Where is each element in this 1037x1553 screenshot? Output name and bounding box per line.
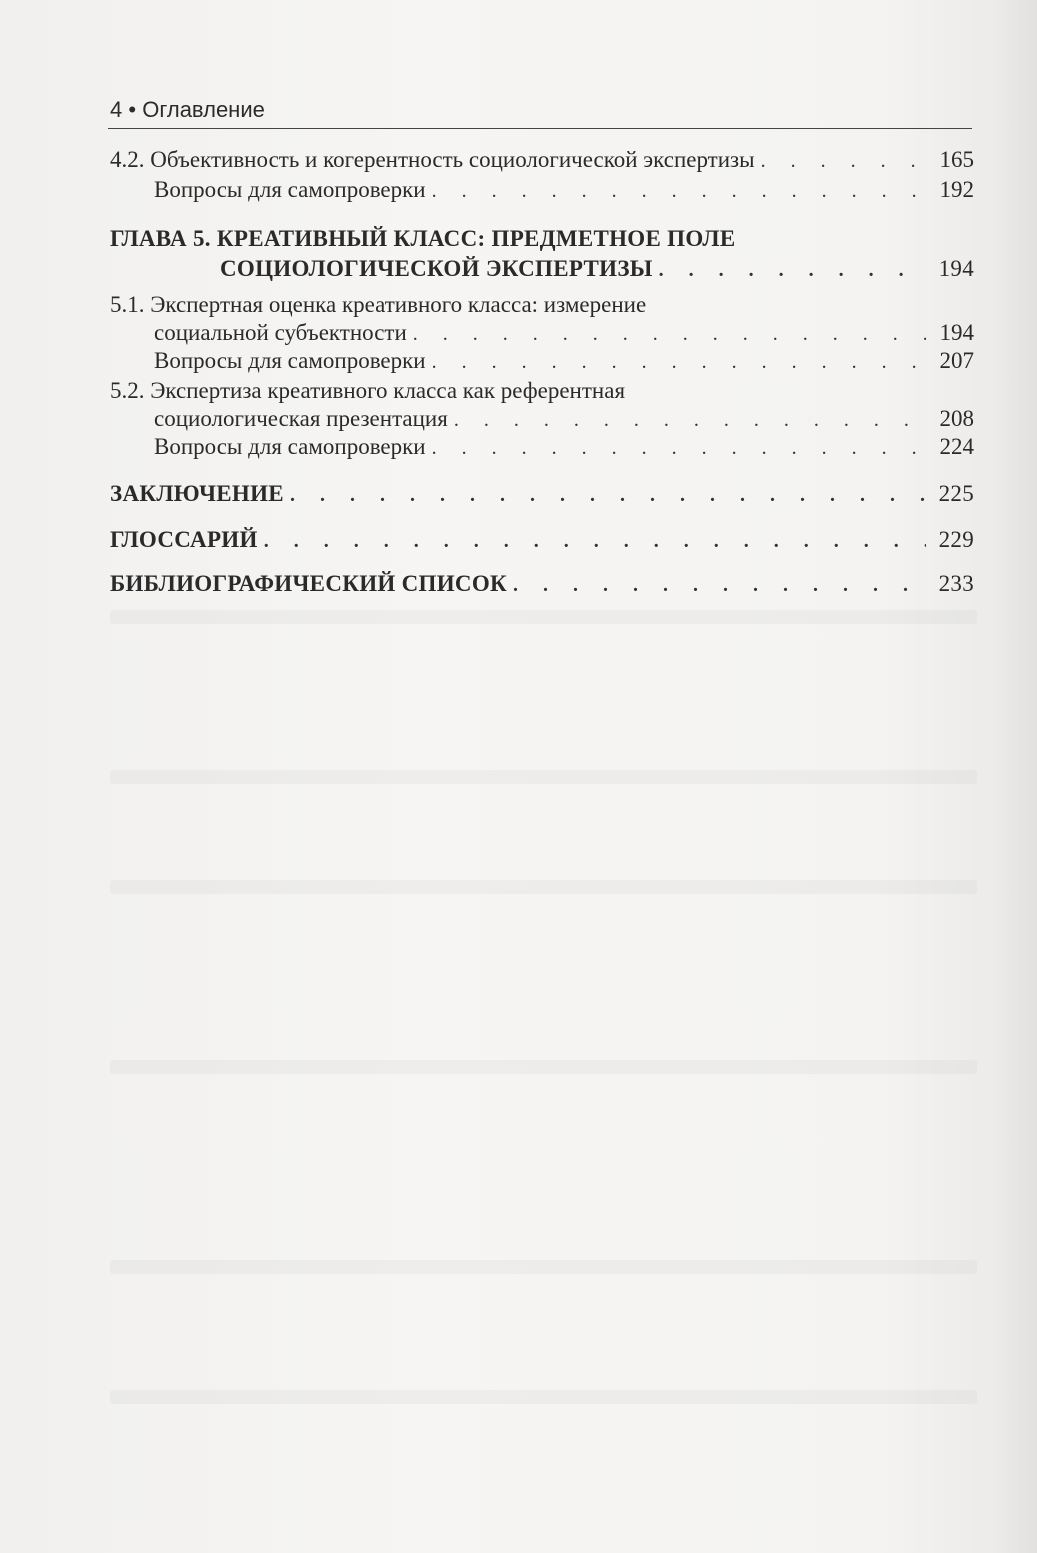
toc-entry-questions[interactable]: [110, 175, 974, 205]
toc-chapter-5-heading[interactable]: [110, 224, 974, 254]
toc-page-number: 233: [938, 571, 974, 596]
toc-page-number: 224: [939, 434, 974, 459]
toc-entry-label: 4.2. Объективность и когерентность социологической экспертизы: [110, 147, 755, 172]
toc-entry-label: ГЛАВА 5. КРЕАТИВНЫЙ КЛАСС: ПРЕДМЕТНОЕ ПОЛЕ: [110, 226, 736, 251]
toc-entry-label: СОЦИОЛОГИЧЕСКОЙ ЭКСПЕРТИЗЫ: [220, 256, 653, 281]
toc-page-number: 207: [939, 348, 974, 373]
toc-page-number: 192: [939, 177, 974, 202]
toc-entry-label: 5.1. Экспертная оценка креативного класса: измерение: [110, 292, 647, 317]
toc-chapter-5[interactable]: [110, 254, 974, 284]
toc-page-number: 194: [939, 320, 974, 345]
page-gutter-shadow: [997, 0, 1037, 1553]
toc-conclusion[interactable]: [110, 479, 974, 509]
toc-entry-5-2[interactable]: [110, 404, 974, 434]
leader-dots: [761, 146, 926, 176]
show-through: [110, 770, 977, 784]
toc-entry-label: ГЛОССАРИЙ: [110, 527, 258, 552]
toc-entry-questions[interactable]: [110, 432, 974, 462]
toc-page-number: 208: [939, 406, 974, 431]
toc-page-number: 194: [938, 256, 974, 281]
show-through: [110, 1390, 977, 1404]
toc-entry-5-2-heading[interactable]: [110, 376, 974, 406]
toc-entry-5-1-heading[interactable]: [110, 290, 974, 320]
toc-page-number: 229: [938, 527, 974, 552]
leader-dots: [454, 405, 926, 435]
toc-entry-label: социологическая презентация: [154, 406, 448, 431]
toc-entry-label: Вопросы для самопроверки: [154, 177, 426, 202]
toc-glossary[interactable]: [110, 525, 974, 555]
toc-entry-4-2[interactable]: [110, 145, 974, 175]
toc-entry-5-1[interactable]: [110, 318, 974, 348]
leader-dots: [264, 526, 926, 556]
header-bullet: •: [128, 97, 137, 122]
toc-entry-label: 5.2. Экспертиза креативного класса как референтная: [110, 378, 626, 403]
show-through: [110, 1060, 977, 1074]
leader-dots: [659, 255, 926, 285]
toc-entry-label: ЗАКЛЮЧЕНИЕ: [110, 481, 284, 506]
running-head: [110, 97, 265, 123]
leader-dots: [432, 433, 926, 463]
leader-dots: [290, 480, 926, 510]
leader-dots: [432, 347, 926, 377]
toc-entry-questions[interactable]: [110, 346, 974, 376]
toc-page-number: 225: [938, 481, 974, 506]
show-through: [110, 610, 977, 624]
show-through: [110, 1260, 977, 1274]
leader-dots: [513, 570, 926, 600]
toc-entry-label: БИБЛИОГРАФИЧЕСКИЙ СПИСОК: [110, 571, 507, 596]
header-section-title: Оглавление: [142, 97, 265, 122]
toc-entry-label: социальной субъектности: [154, 320, 407, 345]
header-page-number: 4: [110, 97, 123, 122]
leader-dots: [413, 319, 926, 349]
toc-page-number: 165: [939, 147, 974, 172]
leader-dots: [432, 176, 926, 206]
show-through: [110, 880, 977, 894]
toc-entry-label: Вопросы для самопроверки: [154, 348, 426, 373]
toc-bibliography[interactable]: [110, 569, 974, 599]
header-rule: [108, 128, 972, 129]
toc-entry-label: Вопросы для самопроверки: [154, 434, 426, 459]
